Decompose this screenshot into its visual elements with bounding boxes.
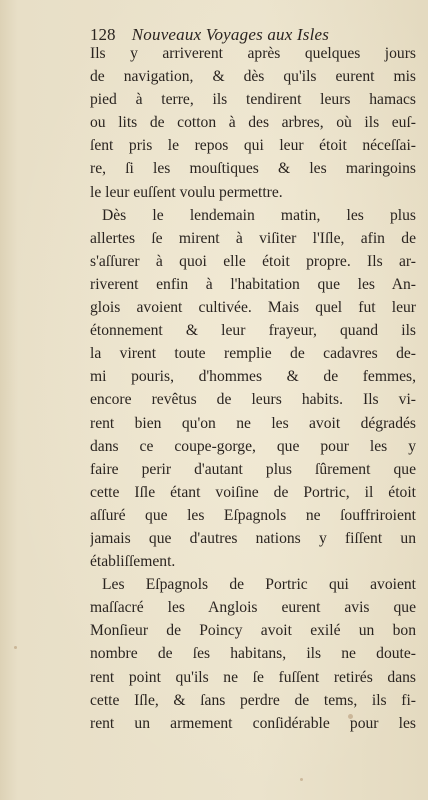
text-line: riverent enfin à l'habitation que les An- [90, 275, 416, 293]
text-line: rent un armement conſidérable pour les [90, 714, 416, 732]
text-line: aſſuré que les Eſpagnols ne ſouffriroient [90, 506, 416, 524]
text-line: s'aſſurer à quoi elle étoit propre. Ils ar- [90, 252, 416, 270]
page-number: 128 [90, 25, 116, 44]
text-line: glois avoient cultivée. Mais quel fut leur [90, 299, 416, 317]
text-line: Dès le lendemain matin, les plus [102, 206, 416, 224]
text-line: nombre de ſes habitans, ils ne doute- [90, 645, 416, 663]
text-line: le leur euſſent voulu permettre. [90, 183, 283, 201]
running-title: Nouveaux Voyages aux Isles [131, 25, 330, 44]
text-line: cette Iſle étant voiſine de Portric, il étoit [90, 483, 416, 501]
text-line: pied à terre, ils tendirent leurs hamacs [90, 91, 416, 109]
body-text [90, 42, 416, 735]
text-line: jamais que d'autres nations y fiſſent un [90, 529, 416, 547]
text-line: cette Iſle, & ſans perdre de tems, ils fi- [90, 691, 416, 709]
text-line: ou lits de cotton à des arbres, où ils euſ- [90, 114, 416, 132]
text-line: rent bien qu'on ne les avoit dégradés [90, 414, 416, 432]
text-line: mi pouris, d'hommes & de femmes, [90, 368, 416, 386]
foxing-spot [14, 646, 17, 649]
text-line: maſſacré les Anglois eurent avis que [90, 599, 416, 617]
text-line: étonnement & leur frayeur, quand ils [90, 322, 416, 340]
text-line: la virent toute remplie de cadavres de- [90, 345, 416, 363]
text-line: allertes ſe mirent à viſiter l'Iſle, afin de [90, 229, 416, 247]
text-line: Les Eſpagnols de Portric qui avoient [102, 576, 416, 594]
text-line: dans ce coupe-gorge, que pour les y [90, 437, 416, 455]
text-line: de navigation, & dès qu'ils eurent mis [90, 68, 416, 86]
text-line: établiſſement. [90, 553, 176, 571]
text-line: ſent pris le repos qui leur étoit néceſſai- [90, 137, 416, 155]
text-line: rent point qu'ils ne ſe fuſſent retirés dans [90, 668, 416, 686]
text-line: encore revêtus de leurs habits. Ils vi- [90, 391, 416, 409]
text-line: Monſieur de Poincy avoit exilé un bon [90, 622, 416, 640]
foxing-spot [300, 778, 303, 781]
text-line: re, ſi les mouſtiques & les maringoins [90, 160, 416, 178]
text-line: faire perir d'autant plus ſûrement que [90, 460, 416, 478]
text-line: Ils y arriverent après quelques jours [90, 45, 416, 62]
